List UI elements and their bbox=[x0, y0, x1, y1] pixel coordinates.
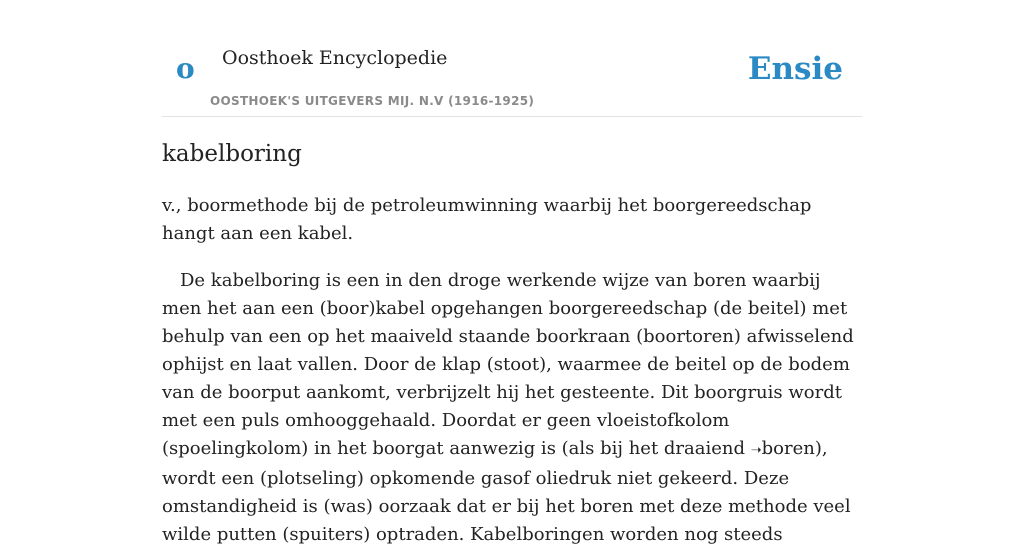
source-logo[interactable]: o bbox=[176, 52, 195, 85]
source-subtitle: OOSTHOEK'S UITGEVERS MIJ. N.V (1916-1925) bbox=[210, 94, 535, 108]
entry-title: kabelboring bbox=[162, 141, 302, 167]
body-text: De kabelboring is een in den droge werkende wijze van boren waarbij men het aan een (boor)kabel opgehangen boorgereedschap (de beitel) met behulp van een op het maaiveld staande boorkraan (boortoren) afwisselend ophijst en laat vallen. Door de klap (stoot), waarmee de beitel op de bodem van de boorput aankomt, verbrijzelt hij het gesteente. Dit boorgruis wordt met een puls omhooggehaald. Doordat er geen vloeistofkolom (spoelingkolom) in het boorgat aanwezig is (als bij het draaiend bbox=[162, 270, 854, 459]
cross-reference-label: boren bbox=[761, 438, 815, 459]
entry-body bbox=[162, 267, 862, 549]
source-header bbox=[162, 0, 862, 117]
body-text-continued: ), wordt een (plotseling) opkomende gasof oliedruk niet gekeerd. Deze omstandigheid is (was) oorzaak dat er bij het boren met deze methode veel wilde putten (spuiters) optraden. Kabelboringen worden nog steeds bbox=[162, 438, 851, 545]
article bbox=[162, 136, 862, 549]
arrow-icon: ➝ bbox=[750, 443, 762, 458]
brand-logo[interactable]: Ensie bbox=[747, 51, 843, 87]
source-title[interactable]: Oosthoek Encyclopedie bbox=[222, 47, 448, 69]
entry-definition: v., boormethode bij de petroleumwinning waarbij het boorgereedschap hangt aan een kabel. bbox=[162, 195, 812, 244]
cross-reference-link[interactable] bbox=[751, 438, 815, 459]
